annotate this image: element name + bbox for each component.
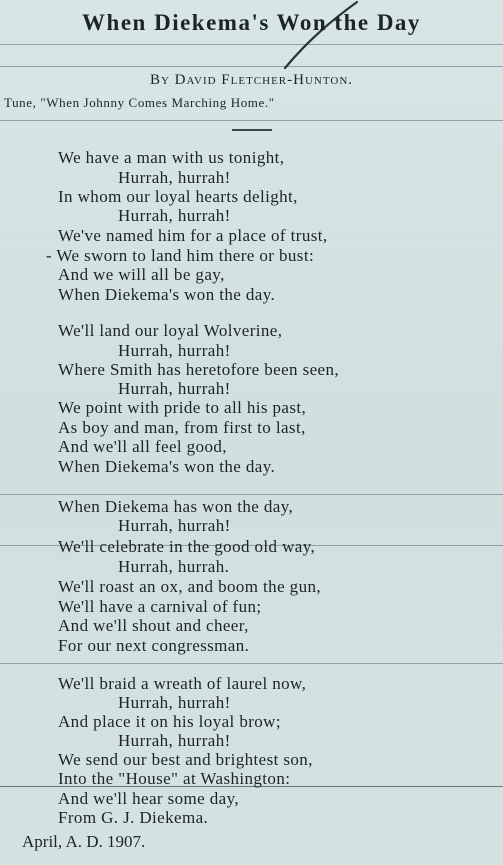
refrain-line: Hurrah, hurrah! (118, 206, 231, 225)
divider (0, 44, 503, 45)
refrain-line: Hurrah, hurrah! (118, 341, 231, 360)
refrain-line: Hurrah, hurrah. (118, 557, 230, 576)
verse-line: When Diekema's won the day. (58, 285, 276, 304)
divider (0, 66, 503, 67)
verse-line: As boy and man, from first to last, (58, 418, 306, 437)
verse-line: We'll celebrate in the good old way, (58, 537, 316, 556)
verse-line: We have a man with us tonight, (58, 148, 285, 167)
verse-line: We send our best and brightest son, (58, 750, 313, 769)
verse-line: Into the "House" at Washington: (58, 769, 291, 788)
verse-line: - We sworn to land him there or bust: (46, 246, 315, 265)
verse-line: For our next congressman. (58, 636, 250, 655)
verse-line: And we'll hear some day, (58, 789, 240, 808)
divider (0, 120, 503, 121)
verse-line: When Diekema's won the day. (58, 457, 276, 476)
tune-line: Tune, "When Johnny Comes Marching Home." (4, 95, 275, 110)
verse-line: And we'll shout and cheer, (58, 616, 249, 635)
verse-line: We'll land our loyal Wolverine, (58, 321, 283, 340)
refrain-line: Hurrah, hurrah! (118, 168, 231, 187)
date-line: April, A. D. 1907. (22, 832, 146, 851)
poem-title: When Diekema's Won the Day (82, 10, 421, 35)
verse-line: We'll braid a wreath of laurel now, (58, 674, 307, 693)
verse-line: And we will all be gay, (58, 265, 225, 284)
verse-line: From G. J. Diekema. (58, 808, 209, 827)
verse-line: When Diekema has won the day, (58, 497, 294, 516)
verse-line: We'll have a carnival of fun; (58, 597, 262, 616)
verse-line: We'll roast an ox, and boom the gun, (58, 577, 322, 596)
separator-dash (232, 129, 272, 131)
verse-line: We've named him for a place of trust, (58, 226, 328, 245)
refrain-line: Hurrah, hurrah! (118, 516, 231, 535)
verse-line: Where Smith has heretofore been seen, (58, 360, 340, 379)
verse-line: And we'll all feel good, (58, 437, 227, 456)
verse-line: And place it on his loyal brow; (58, 712, 281, 731)
refrain-line: Hurrah, hurrah! (118, 731, 231, 750)
refrain-line: Hurrah, hurrah! (118, 379, 231, 398)
byline: By David Fletcher-Hunton. (149, 72, 354, 88)
divider (0, 494, 503, 495)
verse-line: In whom our loyal hearts delight, (58, 187, 298, 206)
verse-line: We point with pride to all his past, (58, 398, 307, 417)
divider (0, 663, 503, 664)
refrain-line: Hurrah, hurrah! (118, 693, 231, 712)
